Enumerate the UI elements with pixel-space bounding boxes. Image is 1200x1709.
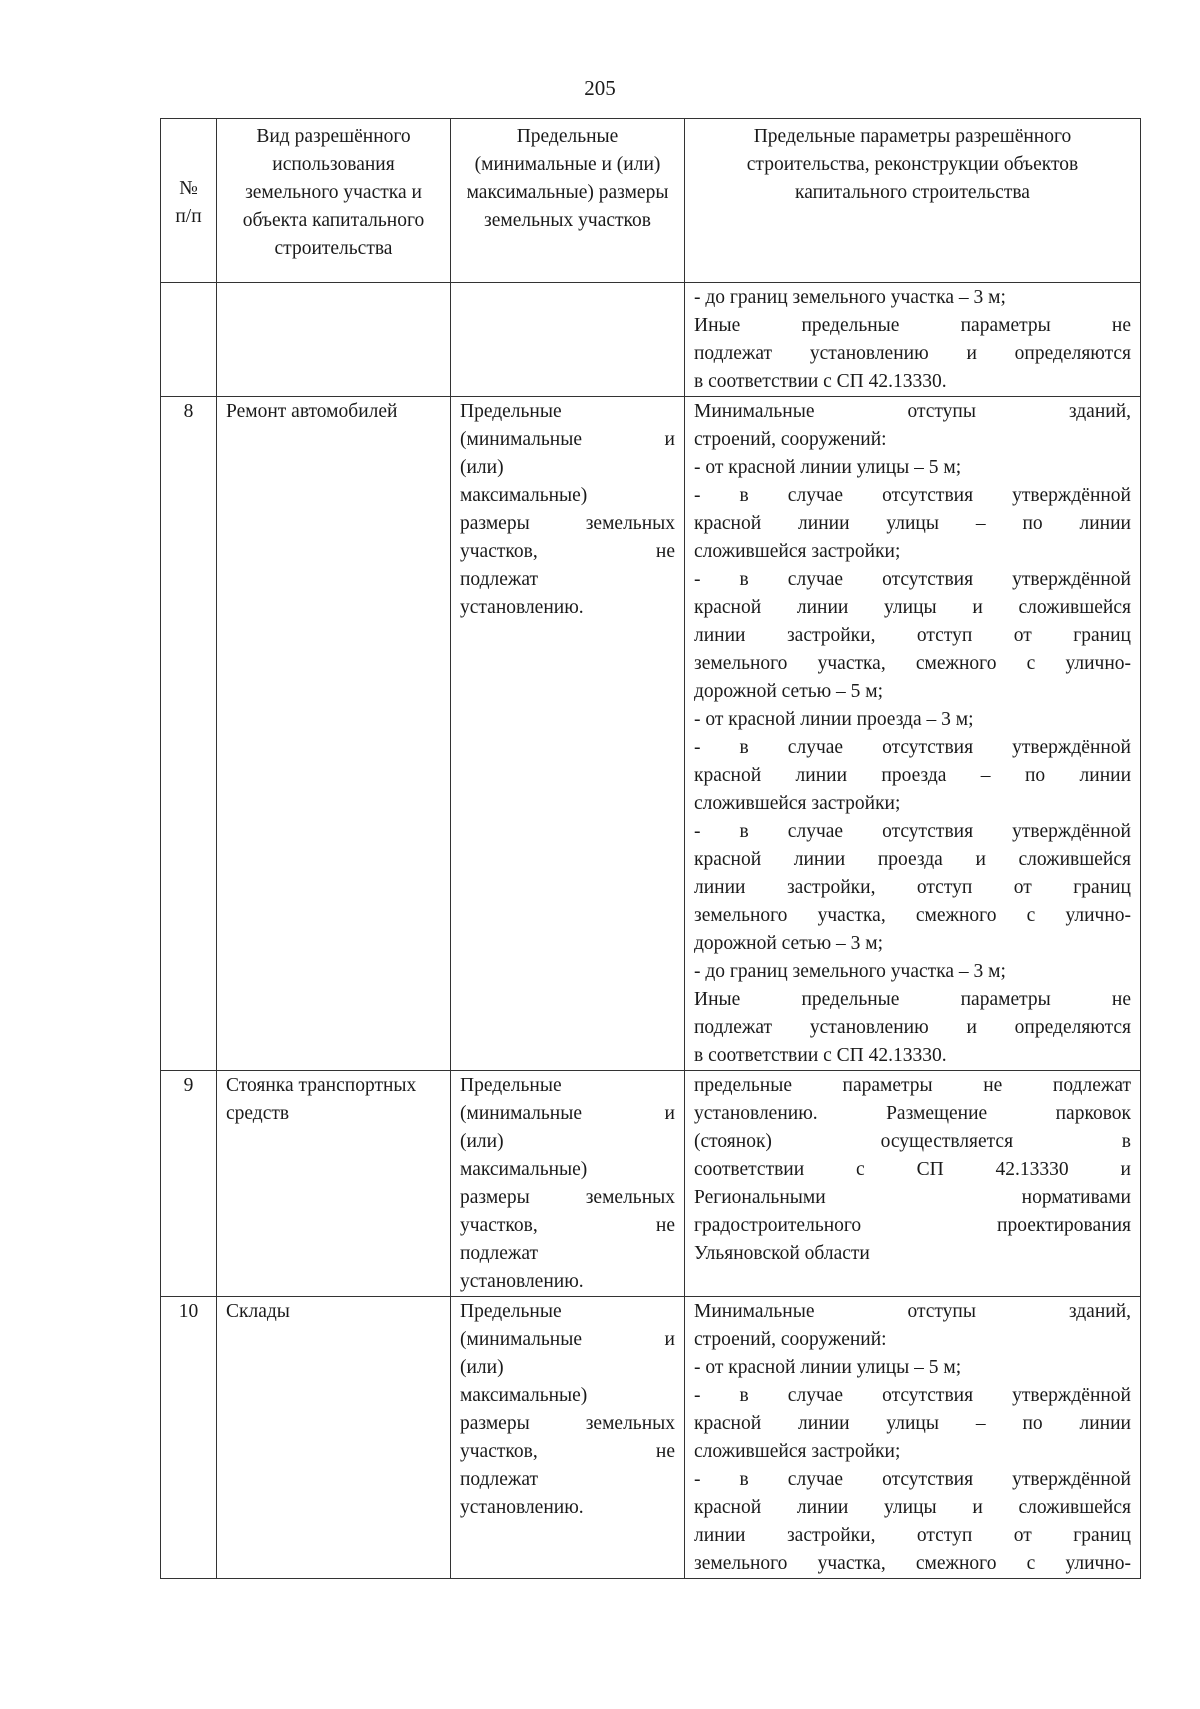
text-line: красной линии улицы и сложившейся xyxy=(694,597,1131,618)
text-line: - в случае отсутствия утверждённой xyxy=(694,821,1131,842)
text-line: установлению. xyxy=(460,1497,584,1518)
text-line: красной линии улицы и сложившейся xyxy=(694,1497,1131,1518)
table-row xyxy=(161,1071,1141,1297)
page-number: 205 xyxy=(584,76,616,100)
text-line: Предельные xyxy=(460,401,562,422)
text-line: размеры земельных xyxy=(460,513,675,534)
params-cell xyxy=(685,283,1141,397)
row-number: 9 xyxy=(161,1071,217,1297)
text-line: размеры земельных xyxy=(460,1413,675,1434)
text-line: - в случае отсутствия утверждённой xyxy=(694,1385,1131,1406)
text-line: - от красной линии улицы – 5 м; xyxy=(694,1357,962,1378)
text-line: Предельные xyxy=(460,1075,562,1096)
text-line: подлежат установлению и определяются xyxy=(694,1017,1131,1038)
use-type-cell: Ремонт автомобилей xyxy=(217,397,451,1071)
text-line: красной линии улицы – по линии xyxy=(694,1413,1131,1434)
text-line: размеры земельных xyxy=(460,1187,675,1208)
text-line: подлежат xyxy=(460,1469,539,1490)
text-line: (или) xyxy=(460,457,504,478)
text-line: земельного участка, смежного с улично- xyxy=(694,905,1131,926)
text-line: участков, не xyxy=(460,541,675,562)
header-use-type: Вид разрешённого использования земельного участка и объекта капитального строительства xyxy=(217,119,451,283)
text-line: Региональными нормативами xyxy=(694,1187,1131,1208)
text-line: предельные параметры не подлежат xyxy=(694,1075,1131,1096)
text-line: установлению. xyxy=(460,1271,584,1292)
text-line: в соответствии с СП 42.13330. xyxy=(694,371,947,392)
text-line: Минимальные отступы зданий, xyxy=(694,1301,1131,1322)
text-line: подлежат установлению и определяются xyxy=(694,343,1131,364)
use-type-cell: Склады xyxy=(217,1297,451,1579)
text-line: - до границ земельного участка – 3 м; xyxy=(694,287,1006,308)
text-line: (минимальные и xyxy=(460,1329,675,1350)
text-line: (стоянок) осуществляется в xyxy=(694,1131,1131,1152)
row-number: 8 xyxy=(161,397,217,1071)
text-line: дорожной сетью – 3 м; xyxy=(694,933,884,954)
text-line: установлению. xyxy=(460,597,584,618)
header-num: № п/п xyxy=(161,119,217,283)
text-line: строений, сооружений: xyxy=(694,1329,887,1350)
params-cell xyxy=(685,397,1141,1071)
plot-size-cell xyxy=(451,1297,685,1579)
text-line: земельного участка, смежного с улично- xyxy=(694,1553,1131,1574)
text-line: линии застройки, отступ от границ xyxy=(694,1525,1131,1546)
text-line: Минимальные отступы зданий, xyxy=(694,401,1131,422)
text-line: земельного участка, смежного с улично- xyxy=(694,653,1131,674)
params-cell xyxy=(685,1297,1141,1579)
params-cell xyxy=(685,1071,1141,1297)
header-params: Предельные параметры разрешённого строительства, реконструкции объектов капитального строительства xyxy=(685,119,1141,283)
text-line: сложившейся застройки; xyxy=(694,541,901,562)
text-line: (или) xyxy=(460,1357,504,1378)
text-line: (минимальные и xyxy=(460,429,675,450)
text-line: участков, не xyxy=(460,1215,675,1236)
table-row xyxy=(161,397,1141,1071)
text-line: соответствии с СП 42.13330 и xyxy=(694,1159,1131,1180)
table-row xyxy=(161,1297,1141,1579)
text-line: участков, не xyxy=(460,1441,675,1462)
text-line: красной линии улицы – по линии xyxy=(694,513,1131,534)
text-line: красной линии проезда – по линии xyxy=(694,765,1131,786)
text-line: - от красной линии проезда – 3 м; xyxy=(694,709,974,730)
text-line: дорожной сетью – 5 м; xyxy=(694,681,884,702)
plot-size-cell xyxy=(451,283,685,397)
text-line: - в случае отсутствия утверждённой xyxy=(694,569,1131,590)
header-plot-size: Предельные (минимальные и (или) максимальные) размеры земельных участков xyxy=(451,119,685,283)
text-line: (или) xyxy=(460,1131,504,1152)
text-line: Иные предельные параметры не xyxy=(694,315,1131,336)
text-line: установлению. Размещение парковок xyxy=(694,1103,1131,1124)
use-type-cell xyxy=(217,283,451,397)
text-line: подлежат xyxy=(460,569,539,590)
text-line: градостроительного проектирования xyxy=(694,1215,1131,1236)
text-line: сложившейся застройки; xyxy=(694,1441,901,1462)
plot-size-cell xyxy=(451,397,685,1071)
text-line: - в случае отсутствия утверждённой xyxy=(694,737,1131,758)
table-header-row xyxy=(161,119,1141,283)
text-line: - в случае отсутствия утверждённой xyxy=(694,485,1131,506)
text-line: - от красной линии улицы – 5 м; xyxy=(694,457,962,478)
text-line: Предельные xyxy=(460,1301,562,1322)
text-line: строений, сооружений: xyxy=(694,429,887,450)
text-line: линии застройки, отступ от границ xyxy=(694,625,1131,646)
text-line: красной линии проезда и сложившейся xyxy=(694,849,1131,870)
text-line: Иные предельные параметры не xyxy=(694,989,1131,1010)
text-line: - до границ земельного участка – 3 м; xyxy=(694,961,1006,982)
use-type-cell: Стоянка транспортных средств xyxy=(217,1071,451,1297)
row-number xyxy=(161,283,217,397)
plot-size-cell xyxy=(451,1071,685,1297)
text-line: в соответствии с СП 42.13330. xyxy=(694,1045,947,1066)
text-line: сложившейся застройки; xyxy=(694,793,901,814)
table-row xyxy=(161,283,1141,397)
text-line: подлежат xyxy=(460,1243,539,1264)
text-line: максимальные) xyxy=(460,485,588,506)
text-line: линии застройки, отступ от границ xyxy=(694,877,1131,898)
text-line: (минимальные и xyxy=(460,1103,675,1124)
text-line: максимальные) xyxy=(460,1159,588,1180)
text-line: максимальные) xyxy=(460,1385,588,1406)
row-number: 10 xyxy=(161,1297,217,1579)
text-line: - в случае отсутствия утверждённой xyxy=(694,1469,1131,1490)
text-line: Ульяновской области xyxy=(694,1243,870,1264)
regulations-table xyxy=(160,118,1141,1579)
